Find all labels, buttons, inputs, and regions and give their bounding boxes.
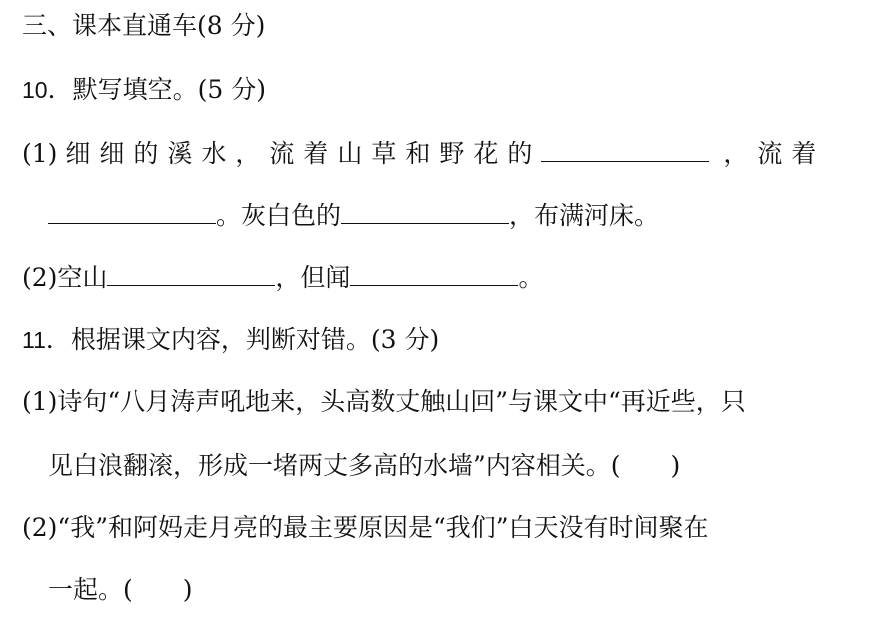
q11-item2-close-paren: ) bbox=[182, 575, 193, 604]
q11-item2-text-line2: 一起。( bbox=[48, 575, 133, 604]
question-10-heading bbox=[22, 74, 266, 106]
q10-item2-prefix: (2)空山 bbox=[22, 263, 108, 292]
question-11-number: 11 bbox=[22, 327, 46, 353]
answer-blank-2[interactable] bbox=[48, 201, 216, 224]
q10-item1-text-c: 。灰白色的 bbox=[216, 201, 342, 230]
q10-item1-line2 bbox=[48, 200, 659, 232]
q10-item1-text-d: ，布满河床。 bbox=[509, 201, 660, 230]
question-11-title: ．根据课文内容，判断对错。(3 分) bbox=[45, 325, 440, 354]
q11-item1-text-line2: 见白浪翻滚，形成一堵两丈多高的水墙”内容相关。( bbox=[48, 451, 621, 480]
section-heading bbox=[22, 10, 265, 42]
section-title: 三、课本直通车(8 分) bbox=[22, 11, 266, 40]
q10-item2-text-b: 。 bbox=[518, 263, 544, 292]
question-10-title: ．默写填空。(5 分) bbox=[47, 75, 266, 104]
question-11-heading bbox=[22, 324, 439, 356]
answer-blank-5[interactable] bbox=[350, 263, 518, 286]
q11-item1-text-line1: (1)诗句“八月涛声吼地来，头高数丈触山回”与课文中“再近些，只 bbox=[22, 387, 746, 416]
q11-item2-line1 bbox=[22, 512, 709, 544]
answer-blank-1[interactable] bbox=[541, 139, 709, 162]
q10-item2-text-a: ，但闻 bbox=[275, 263, 351, 292]
answer-blank-4[interactable] bbox=[107, 263, 275, 286]
q11-item1-line2 bbox=[48, 450, 680, 482]
q10-item1-text-a: 细细的溪水，流着山草和野花的 bbox=[65, 139, 542, 168]
q11-item2-text-line1: (2)“我”和阿妈走月亮的最主要原因是“我们”白天没有时间聚在 bbox=[22, 513, 709, 542]
q10-item1-line1 bbox=[22, 138, 852, 170]
q11-item1-line1 bbox=[22, 386, 746, 418]
q11-item1-close-paren: ) bbox=[670, 451, 681, 480]
q10-item1-text-b: ，流着 bbox=[723, 139, 826, 168]
q10-item2-line bbox=[22, 262, 543, 294]
q10-item1-prefix: (1) bbox=[22, 139, 66, 168]
answer-blank-3[interactable] bbox=[341, 201, 509, 224]
question-10-number: 10 bbox=[22, 77, 48, 103]
q11-item2-line2 bbox=[48, 574, 193, 606]
